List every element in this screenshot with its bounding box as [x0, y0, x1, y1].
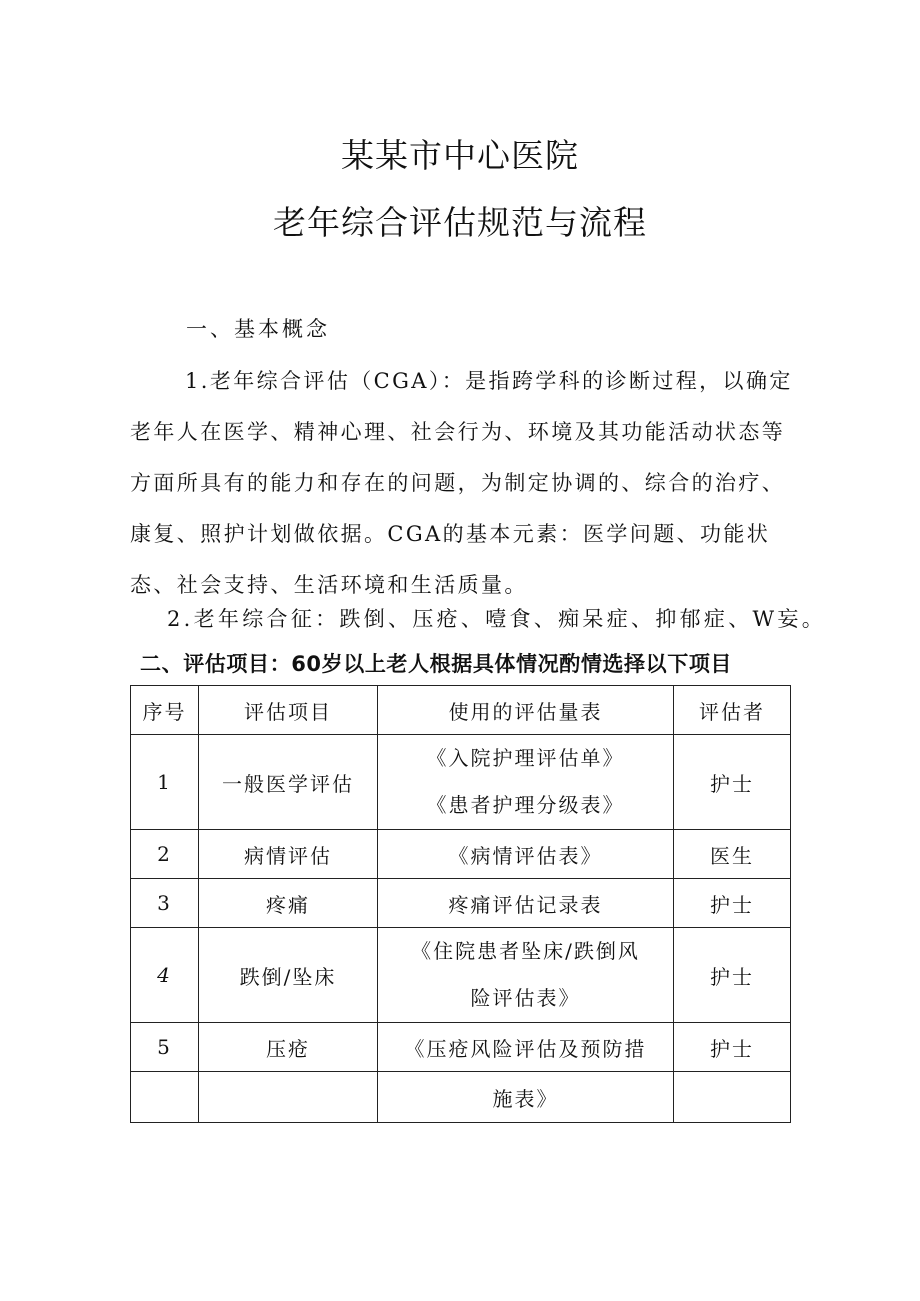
row-no: 4 [131, 928, 199, 1023]
table-row [131, 1023, 791, 1072]
table-header-row [131, 686, 791, 735]
row-assessor: 护士 [674, 928, 791, 1023]
table-row-continuation [131, 1072, 791, 1123]
scale-line: 《住院患者坠床/跌倒风 [411, 939, 640, 963]
row-no: 5 [131, 1023, 199, 1072]
row-assessor: 医生 [674, 830, 791, 879]
table-row [131, 735, 791, 830]
row-item: 病情评估 [199, 830, 378, 879]
row-scale [378, 928, 674, 1023]
row-scale: 施表》 [378, 1072, 674, 1123]
row-scale [378, 735, 674, 830]
header-item: 评估项目 [199, 686, 378, 735]
scale-line: 险评估表》 [470, 986, 581, 1010]
row-scale: 《病情评估表》 [378, 830, 674, 879]
row-assessor: 护士 [674, 879, 791, 928]
scale-line: 《入院护理评估单》 [426, 746, 625, 770]
document-title: 老年综合评估规范与流程 [273, 203, 647, 242]
table-row [131, 879, 791, 928]
row-no: 2 [131, 830, 199, 879]
table-row [131, 830, 791, 879]
assessment-items-table [130, 685, 791, 1123]
row-assessor: 护士 [674, 1023, 791, 1072]
header-no: 序号 [131, 686, 199, 735]
scale-line: 《患者护理分级表》 [426, 793, 625, 817]
row-no: 1 [131, 735, 199, 830]
section-1-heading: 一、基本概念 [186, 317, 330, 341]
row-item: 疼痛 [199, 879, 378, 928]
hospital-name: 某某市中心医院 [341, 136, 579, 175]
row-assessor: 护士 [674, 735, 791, 830]
header-scale: 使用的评估量表 [378, 686, 674, 735]
header-assessor: 评估者 [674, 686, 791, 735]
row-assessor-empty [674, 1072, 791, 1123]
cga-definition-paragraph: 1.老年综合评估（CGA）：是指跨学科的诊断过程，以确定老年人在医学、精神心理、社会行为、环境及其功能活动状态等方面所具有的能力和存在的问题，为制定协调的、综合的治疗、康复、照护计划做依据。CGA的基本元素：医学问题、功能状态、社会支持、生活环境和生活质量。 [130, 369, 793, 597]
row-item: 压疮 [199, 1023, 378, 1072]
section-2-heading: 二、评估项目：60岁以上老人根据具体情况酌情选择以下项目 [140, 652, 733, 676]
geriatric-syndrome-paragraph: 2.老年综合征：跌倒、压疮、噎食、痴呆症、抑郁症、W妄。 [167, 607, 827, 631]
row-scale: 疼痛评估记录表 [378, 879, 674, 928]
row-item-empty [199, 1072, 378, 1123]
table-row [131, 928, 791, 1023]
row-no-empty [131, 1072, 199, 1123]
row-scale: 《压疮风险评估及预防措 [378, 1023, 674, 1072]
row-item: 一般医学评估 [199, 735, 378, 830]
row-item: 跌倒/坠床 [199, 928, 378, 1023]
row-no: 3 [131, 879, 199, 928]
